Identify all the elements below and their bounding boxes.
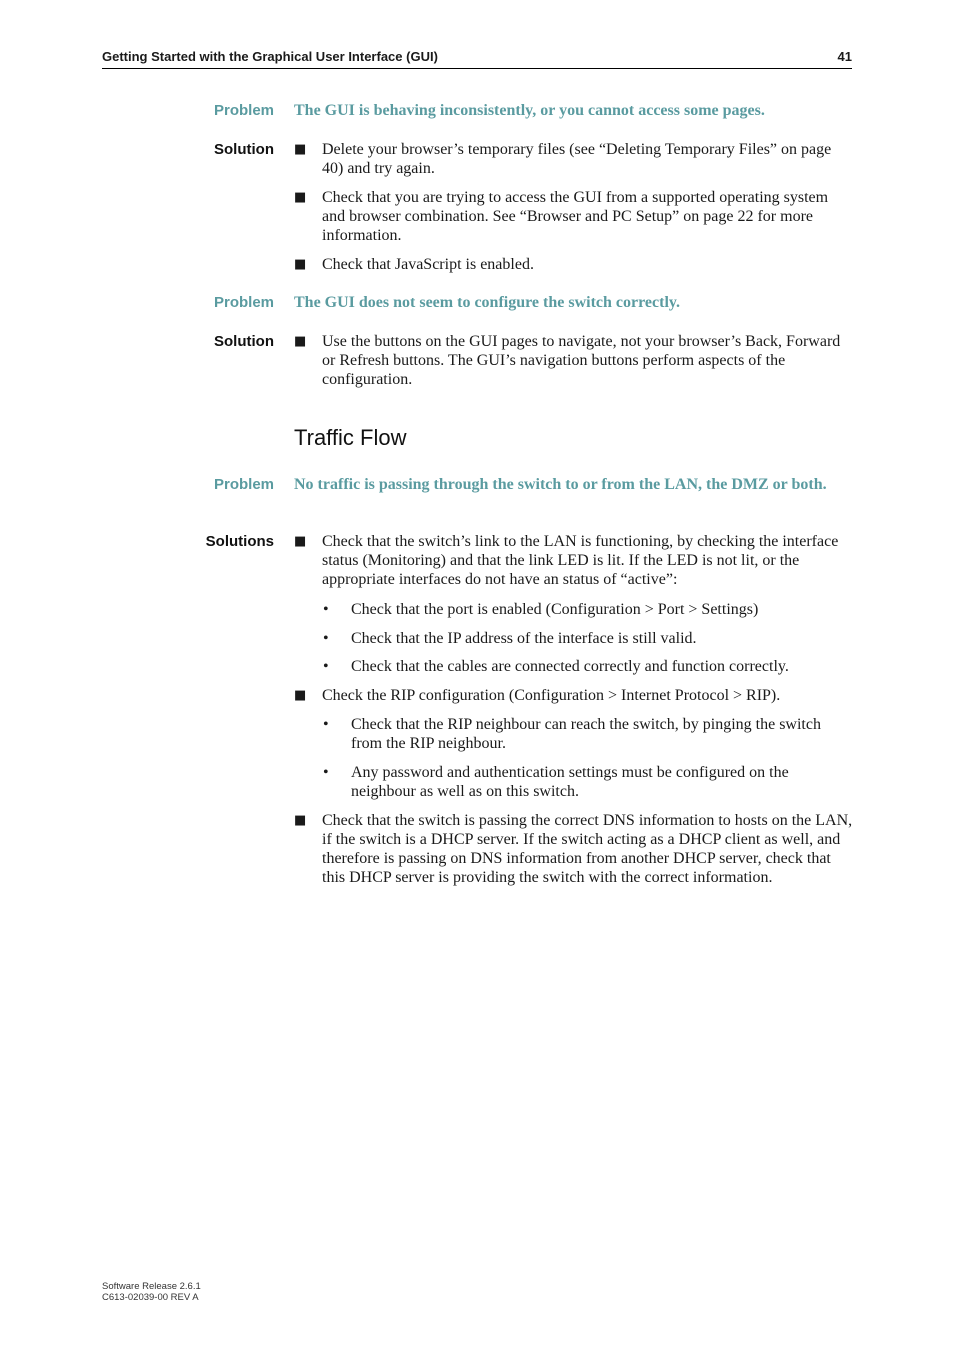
square-bullet: ■ — [294, 534, 307, 549]
solution-text: Check that you are trying to access the GUI from a supported operating system and browser combination. See “Browser and PC Setup” on page 22 for more information. — [322, 189, 829, 244]
solutions-label: Solutions — [205, 533, 274, 550]
solution-text: Check the RIP configuration (Configuration > Internet Protocol > RIP). — [322, 687, 781, 704]
sub-item-text: Check that the IP address of the interface is still valid. — [351, 630, 697, 647]
header-title: Getting Started with the Graphical User Interface (GUI) — [102, 49, 438, 64]
square-bullet: ■ — [294, 334, 307, 349]
document-code: C613-02039-00 REV A — [102, 1292, 199, 1303]
problem-label: Problem — [213, 102, 274, 119]
dot-bullet: • — [323, 658, 329, 675]
page-header — [102, 48, 852, 69]
sub-item-text: Check that the cables are connected correctly and function correctly. — [351, 658, 789, 675]
solution-text: Delete your browser’s temporary files (see “Deleting Temporary Files” on page 40) and try again. — [322, 141, 832, 177]
solution-text: Use the buttons on the GUI pages to navigate, not your browser’s Back, Forward or Refresh buttons. The GUI’s navigation buttons perform aspects of the configuration. — [322, 333, 841, 388]
square-bullet: ■ — [294, 257, 307, 272]
solution-label: Solution — [214, 141, 274, 158]
problem-label: Problem — [213, 294, 274, 311]
page-footer — [102, 1281, 201, 1303]
dot-bullet: • — [323, 630, 329, 647]
problem-statement: The GUI is behaving inconsistently, or you cannot access some pages. — [294, 102, 765, 119]
problem-statement: The GUI does not seem to configure the switch correctly. — [294, 294, 681, 311]
square-bullet: ■ — [294, 813, 307, 828]
dot-bullet: • — [323, 716, 329, 733]
solution-text: Check that the switch’s link to the LAN is functioning, by checking the interface status (Monitoring) and that the link LED is lit. If the LED is not lit, or the appropriate interfaces do not have an status of “active”: — [322, 533, 839, 588]
square-bullet: ■ — [294, 688, 307, 703]
sub-item-text: Check that the port is enabled (Configuration > Port > Settings) — [351, 601, 759, 618]
solution-text: Check that JavaScript is enabled. — [322, 256, 534, 273]
solution-text: Check that the switch is passing the correct DNS information to hosts on the LAN, if the switch is a DHCP server. If the switch acting as a DHCP client as well, and therefore is passing on DNS information from another DHCP server, check that this DHCP server is providing the switch with the correct information. — [322, 812, 853, 886]
software-release: Software Release 2.6.1 — [102, 1281, 201, 1292]
square-bullet: ■ — [294, 190, 307, 205]
problem-label: Problem — [213, 476, 274, 493]
sub-item-text: Check that the RIP neighbour can reach the switch, by pinging the switch from the RIP neighbour. — [351, 716, 821, 752]
solution-label: Solution — [214, 333, 274, 350]
dot-bullet: • — [323, 764, 329, 781]
sub-item-text: Any password and authentication settings must be configured on the neighbour as well as on this switch. — [351, 764, 789, 800]
square-bullet: ■ — [294, 142, 307, 157]
page-number: 41 — [837, 49, 852, 64]
problem-statement: No traffic is passing through the switch to or from the LAN, the DMZ or both. — [294, 476, 827, 493]
dot-bullet: • — [323, 601, 329, 618]
section-heading: Traffic Flow — [294, 425, 407, 450]
